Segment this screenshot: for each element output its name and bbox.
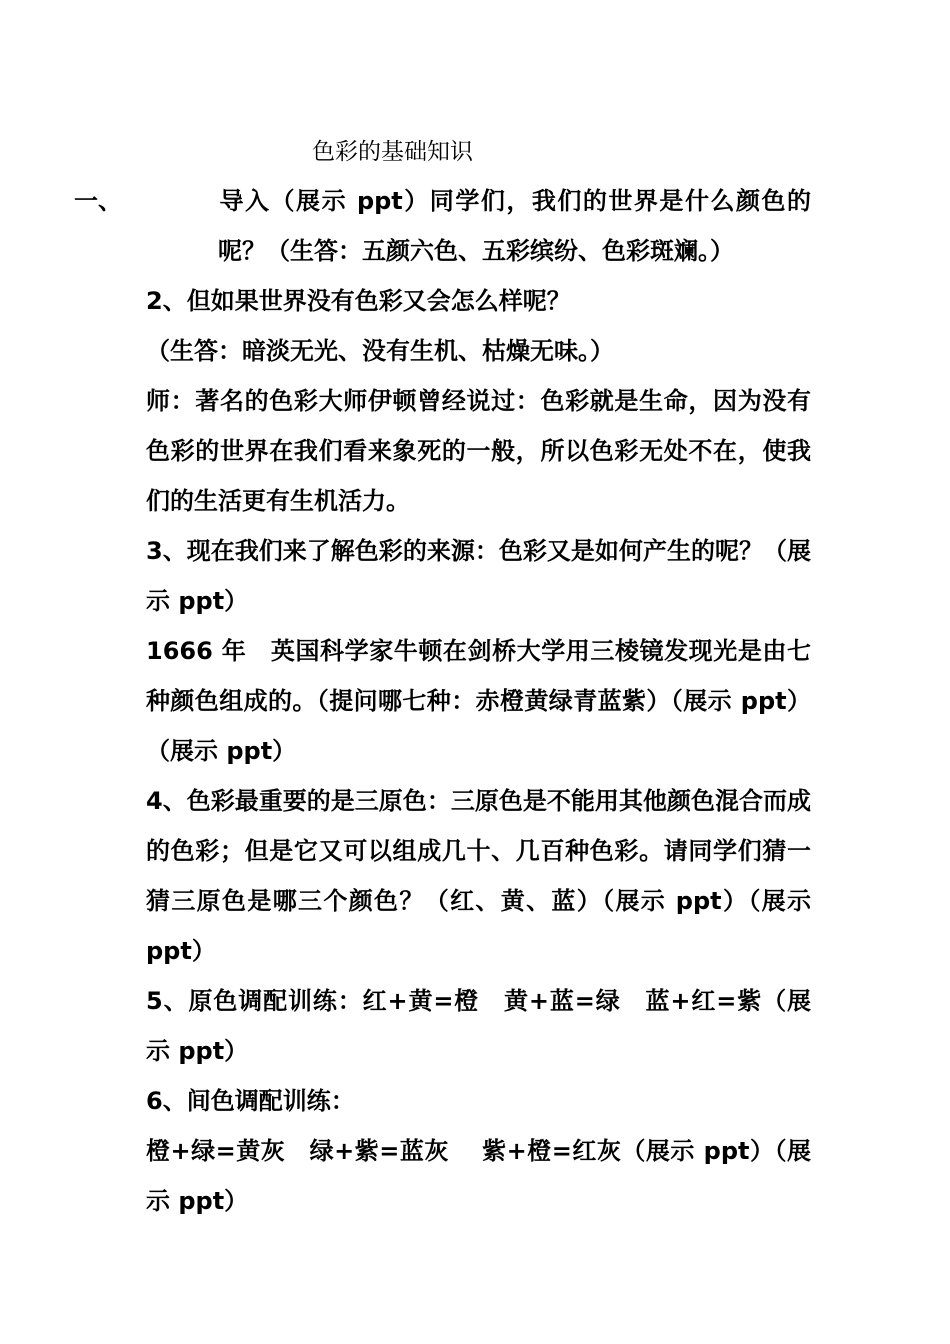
paragraph-teacher: 师：著名的色彩大师伊顿曾经说过：色彩就是生命，因为没有色彩的世界在我们看来象死的一般，所以色彩无处不在，使我们的生活更有生机活力。 — [146, 387, 811, 515]
paragraph-6: 6、间色调配训练： — [146, 1087, 355, 1115]
paragraph-newton: 1666 年 英国科学家牛顿在剑桥大学用三棱镜发现光是由七种颜色组成的。（提问哪七种：赤橙黄绿青蓝紫）（展示 ppt）（展示 ppt） — [146, 637, 811, 765]
paragraph-student-answer: （生答：暗淡无光、没有生机、枯燥无味。） — [146, 337, 614, 365]
paragraph-4: 4、色彩最重要的是三原色：三原色是不能用其他颜色混合而成的色彩；但是它又可以组成几十、几百种色彩。请同学们猜一猜三原色是哪三个颜色？（红、黄、蓝）（展示 ppt）（展示 ppt） — [146, 787, 811, 965]
paragraph-text: 导入（展示 ppt）同学们，我们的世界是什么颜色的呢？（生答：五颜六色、五彩缤纷、色彩斑斓。） — [218, 187, 811, 265]
paragraph-intro — [74, 176, 811, 276]
page-title: 色彩的基础知识 — [312, 139, 473, 165]
paragraph-lead: 一、 — [74, 187, 122, 215]
paragraph-2: 2、但如果世界没有色彩又会怎么样呢？ — [146, 287, 571, 315]
paragraph-secondary-mix: 橙+绿=黄灰 绿+紫=蓝灰 紫+橙=红灰（展示 ppt）（展示 ppt） — [146, 1137, 811, 1215]
paragraph-5: 5、原色调配训练：红+黄=橙 黄+蓝=绿 蓝+红=紫（展示 ppt） — [146, 987, 811, 1065]
paragraph-3: 3、现在我们来了解色彩的来源：色彩又是如何产生的呢？（展示 ppt） — [146, 537, 811, 615]
document-body — [74, 176, 811, 1226]
